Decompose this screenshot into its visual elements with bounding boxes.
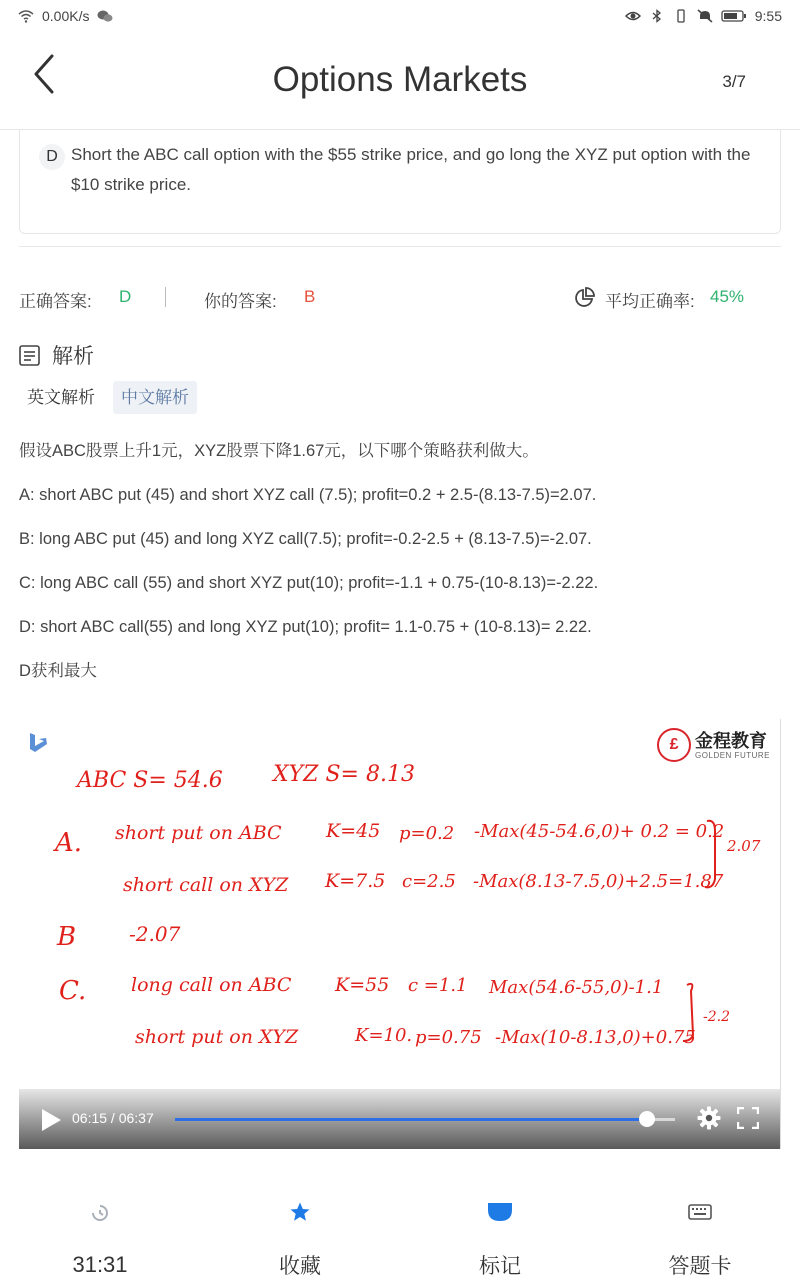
hw-c1k: K=55 (335, 974, 390, 996)
answer-sheet-label: 答题卡 (668, 1255, 732, 1278)
timer-icon (89, 1196, 111, 1230)
header (0, 32, 800, 130)
hw-a1k: K=45 (326, 820, 381, 842)
video-player[interactable] (19, 719, 781, 1149)
question-counter: 3/7 (722, 72, 746, 91)
battery-icon (721, 9, 747, 23)
brand-badge-icon: £ (657, 728, 691, 762)
analysis-line: B: long ABC put (45) and long XYZ call(7.5); profit=-0.2-2.5 + (8.13-7.5)=-2.07. (19, 530, 592, 548)
hw-b-result: -2.07 (129, 922, 181, 946)
hw-c1m: Max(54.6-55,0)-1.1 (489, 977, 664, 998)
hw-c2m: -Max(10-8.13,0)+0.75 (495, 1027, 696, 1048)
avg-accuracy-value: 45% (710, 287, 745, 306)
analysis-line: A: short ABC put (45) and short XYZ call (7.5); profit=0.2 + 2.5-(8.13-7.5)=2.07. (19, 486, 597, 504)
timer-label: 31:31 (72, 1252, 128, 1277)
hw-a2m: -Max(8.13-7.5,0)+2.5=1.87 (473, 871, 724, 892)
nav-timer[interactable] (0, 1196, 200, 1280)
hw-c2k: K=10. (355, 1025, 413, 1046)
option-card-d[interactable] (19, 130, 781, 234)
mark-label: 标记 (479, 1255, 521, 1278)
brand-name-en: GOLDEN FUTURE (695, 750, 770, 760)
progress-bar[interactable] (175, 1118, 675, 1121)
hw-a1m: -Max(45-54.6,0)+ 0.2 = 0.2 (474, 821, 725, 842)
document-icon (19, 345, 40, 366)
handwriting-board (19, 759, 781, 1099)
play-button[interactable] (39, 1108, 63, 1132)
hw-a1: short put on ABC (115, 822, 282, 844)
star-icon (289, 1196, 311, 1228)
bottom-nav (0, 1196, 800, 1280)
mark-icon (487, 1196, 513, 1228)
your-answer-label: 你的答案: (204, 292, 277, 311)
fullscreen-icon[interactable] (737, 1107, 759, 1129)
analysis-tabs (19, 381, 197, 414)
hw-a-result: 2.07 (727, 837, 761, 855)
pen-logo-icon (27, 731, 49, 753)
mute-icon (697, 9, 713, 23)
brand-logo (657, 728, 770, 762)
wechat-icon (97, 9, 113, 23)
settings-gear-icon[interactable] (697, 1106, 721, 1130)
hw-c2p: p=0.75 (415, 1027, 482, 1048)
hw-a2c: c=2.5 (402, 871, 456, 892)
clock: 9:55 (754, 8, 782, 24)
nav-mark[interactable] (400, 1196, 600, 1280)
progress-fill (175, 1118, 647, 1121)
brand-text (695, 731, 770, 760)
vibrate-icon (673, 9, 689, 23)
eye-icon (625, 9, 641, 23)
brand-name-cn: 金程教育 (695, 730, 768, 751)
progress-knob[interactable] (639, 1111, 655, 1127)
nav-answer-sheet[interactable] (600, 1196, 800, 1280)
status-right (625, 8, 782, 24)
wifi-icon (18, 9, 34, 23)
video-controls (19, 1089, 781, 1149)
hw-c2: short put on XYZ (135, 1026, 299, 1048)
hw-a1p: p=0.2 (399, 823, 455, 844)
analysis-line: D: short ABC call(55) and long XYZ put(10); profit= 1.1-0.75 + (10-8.13)= 2.22. (19, 618, 592, 636)
answer-row (19, 285, 781, 311)
analysis-text (19, 437, 781, 701)
answer-sheet-icon (688, 1196, 712, 1228)
avg-accuracy-label: 平均正确率: (605, 292, 695, 311)
hw-c1c: c =1.1 (408, 975, 468, 996)
hw-a2: short call on XYZ (123, 874, 289, 896)
hw-c: C. (59, 976, 87, 1006)
hw-c-result: -2.2 (703, 1009, 730, 1025)
favorite-label: 收藏 (279, 1255, 321, 1278)
divider (19, 246, 781, 247)
tab-chinese-analysis[interactable]: 中文解析 (113, 381, 197, 414)
analysis-title: 解析 (52, 345, 94, 368)
network-speed: 0.00K/s (42, 8, 90, 24)
correct-answer-value: D (119, 287, 132, 306)
option-letter: D (39, 144, 65, 170)
answer-separator (165, 287, 166, 307)
pie-chart-icon (574, 287, 595, 308)
analysis-line: C: long ABC call (55) and short XYZ put(10); profit=-1.1 + 0.75-(10-8.13)=-2.22. (19, 574, 599, 592)
analysis-line: 假设ABC股票上升1元，XYZ股票下降1.67元，以下哪个策略获利做大。 (19, 442, 539, 460)
hw-line-1b: XYZ S= 8.13 (273, 762, 415, 787)
status-bar (0, 0, 800, 32)
hw-a2k: K=7.5 (325, 870, 386, 892)
status-left (18, 8, 113, 24)
correct-answer-label: 正确答案: (19, 292, 92, 311)
nav-favorite[interactable] (200, 1196, 400, 1280)
page-title: Options Markets (272, 60, 528, 99)
hw-a: A. (55, 828, 83, 858)
bluetooth-icon (649, 9, 665, 23)
your-answer-value: B (304, 287, 316, 306)
analysis-line: D获利最大 (19, 662, 97, 680)
hw-line-1a: ABC S= 54.6 (77, 768, 223, 793)
tab-english-analysis[interactable]: 英文解析 (27, 388, 95, 407)
video-time: 06:15 / 06:37 (72, 1110, 154, 1126)
hw-c1: long call on ABC (131, 974, 292, 996)
analysis-heading (19, 340, 94, 370)
hw-b: B (57, 922, 77, 952)
option-text: Short the ABC call option with the $55 strike price, and go long the XYZ put option with the $10 strike price. (71, 145, 751, 194)
